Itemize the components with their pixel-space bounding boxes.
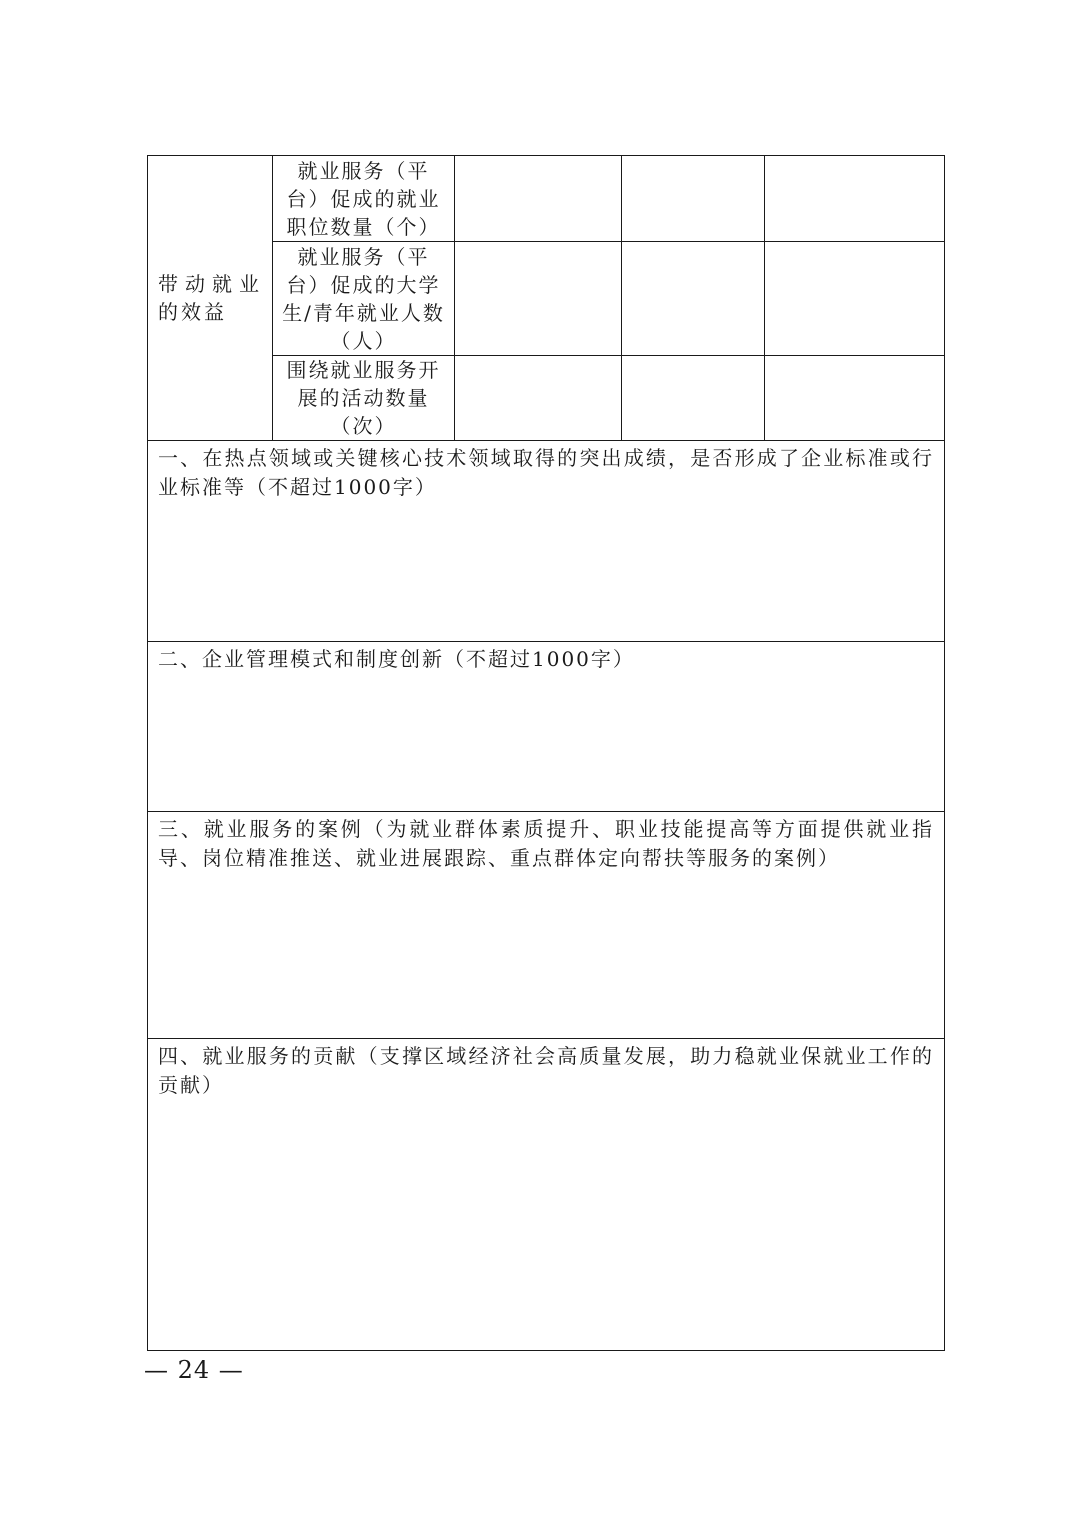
section-management-innovation[interactable]: 二、企业管理模式和制度创新（不超过1000字） xyxy=(148,642,945,812)
row-label-youth-employment: 就业服务（平台）促成的大学生/青年就业人数（人） xyxy=(273,242,455,356)
value-cell[interactable] xyxy=(455,242,622,356)
value-cell[interactable] xyxy=(765,356,945,441)
table-row xyxy=(148,1039,945,1351)
table-row xyxy=(148,156,945,242)
value-cell[interactable] xyxy=(455,156,622,242)
value-cell[interactable] xyxy=(622,156,765,242)
row-label-job-positions: 就业服务（平台）促成的就业职位数量（个） xyxy=(273,156,455,242)
table-row xyxy=(148,642,945,812)
employment-benefits-form-table xyxy=(147,155,945,1351)
section-service-contribution[interactable]: 四、就业服务的贡献（支撑区域经济社会高质量发展，助力稳就业保就业工作的贡献） xyxy=(148,1039,945,1351)
table-row xyxy=(148,441,945,642)
table-row xyxy=(148,812,945,1039)
value-cell[interactable] xyxy=(622,242,765,356)
section-achievements[interactable]: 一、在热点领域或关键核心技术领域取得的突出成绩，是否形成了企业标准或行业标准等（不超过1000字） xyxy=(148,441,945,642)
value-cell[interactable] xyxy=(455,356,622,441)
page-number: — 24 — xyxy=(144,1356,244,1384)
section-service-cases[interactable]: 三、就业服务的案例（为就业群体素质提升、职业技能提高等方面提供就业指导、岗位精准推送、就业进展跟踪、重点群体定向帮扶等服务的案例） xyxy=(148,812,945,1039)
value-cell[interactable] xyxy=(765,156,945,242)
value-cell[interactable] xyxy=(765,242,945,356)
group-label-employment-benefit: 带动就业的效益 xyxy=(148,156,273,441)
value-cell[interactable] xyxy=(622,356,765,441)
row-label-activity-count: 围绕就业服务开展的活动数量（次） xyxy=(273,356,455,441)
